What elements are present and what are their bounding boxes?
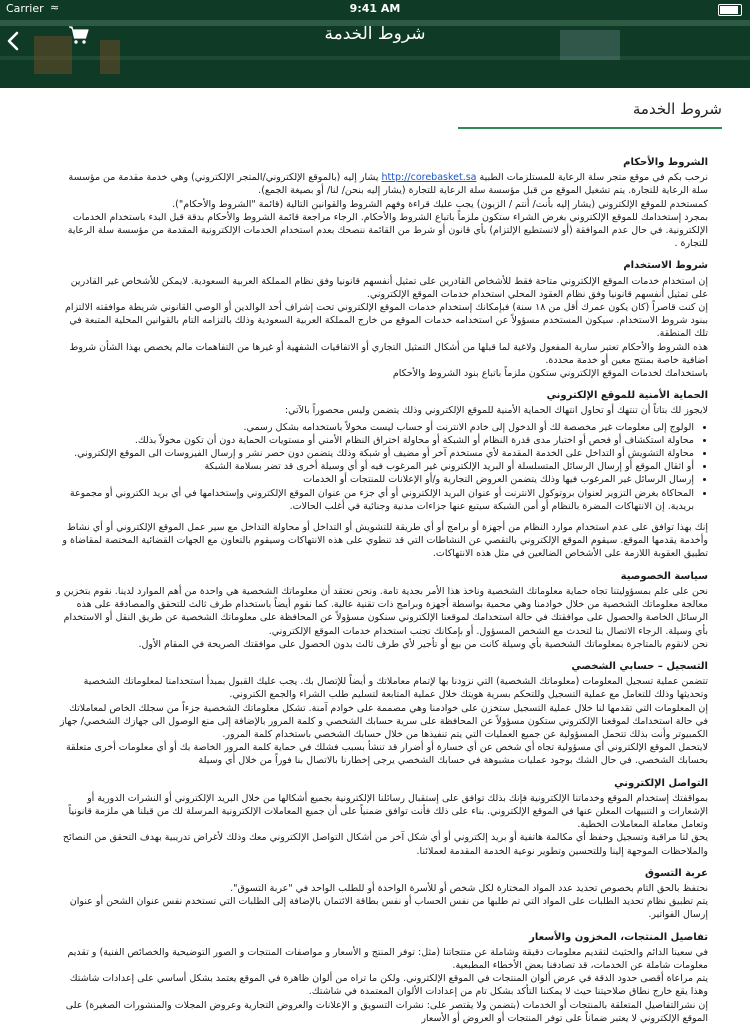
battery-icon	[718, 4, 742, 16]
section-title: التواصل الإلكتروني	[614, 777, 708, 789]
back-arrow-icon[interactable]	[4, 30, 22, 52]
section-title: التسجيل – حسابي الشخصي	[571, 660, 708, 672]
section-paragraph: يتم تطبيق نظام تحديد الطلبات على المواد التي تم طلبها من نفس الحساب أو نفس بطاقة الائتمان بالإضافة إلى الطلبات التي تستخدم نفس عنوان الشحن أو عنوان إرسال الفواتير.	[69, 896, 708, 921]
section-communication	[54, 777, 708, 858]
paragraph-text: نرحب بكم في موقع متجر سلة الرعاية للمستلزمات الطبية http://corebasket.sa يشار إليه (بالموقع الإلكتروني/المتجر الإلكتروني) وهي خدمة مقدمة من مؤسسة سلة الرعاية للتجارة. يتم تشغيل الموقع من قبل مؤسسة سلة الرعاية للتجارة (يشار إليه بنحن/ لنا/ أو بصيغة الجمع).	[68, 172, 708, 197]
list-item: • محاولة التشويش أو التداخل على الخدمة المقدمة لأي مستخدم آخر أو مضيف أو شبكة وذلك يتضمن دون حصر نشر و إرسال الفيروسات الى الموقع الإلكتروني.	[54, 447, 694, 460]
page-title: شروط الخدمة	[632, 100, 722, 118]
section-products	[54, 931, 708, 1025]
section-title: سياسة الخصوصية	[620, 570, 708, 582]
section-security	[54, 389, 708, 560]
title-underline	[458, 127, 722, 129]
section-paragraph: إن المعلومات التي تقدمها لنا خلال عملية التسجيل ستخزن على خوادمنا وهي مصممة على خوادم آمنة. تشكل معلوماتك الشخصية جزءاً من سجلك الخاص لمعاملاتك في حالة استخدامك لموقعنا الإلكتروني ستكون مسؤولاً عن المحافظة على سرية حسابك الشخصي و كلمة المرور بالإضافة إلى منع الوصول الى جهازك الشخصي/ جهاز الكمبيوتر وأنت بذلك تتحمل المسؤولية عن جميع العمليات التي يتم تنفيذها من خلال حسابك الشخصي باستخدام كلمة المرور.	[59, 702, 708, 740]
nav-title: شروط الخدمة	[324, 24, 426, 44]
section-title: شروط الاستخدام	[623, 260, 708, 272]
list-item: • المحاكاة بغرض التزوير لعنوان بروتوكول الانترنت أو عنوان البريد الإلكتروني أو أي جزء من عنوان الموقع الإلكتروني وإستخدامها في أي بريد الكتروني أو مجموعة بريدية. إن الانتهاكات المضرة بالنظام أو أمن الشبكة سيتبع عنها جزاءات مدنية وجنائية في أغلب الحالات.	[54, 487, 694, 513]
section-title: الشروط والأحكام	[623, 157, 708, 168]
security-list	[54, 421, 708, 513]
section-privacy	[54, 570, 708, 651]
section-cart	[54, 867, 708, 922]
list-item: • محاولة استكشاف أو فحص أو اختبار مدى قدرة النظام أو الشبكة أو محاولة اختراق النظام الأمني أو مستويات الحماية دون أن تكون مخولاً بذلك.	[54, 434, 694, 447]
section-paragraph: باستخدامك لخدمات الموقع الإلكتروني ستكون ملزماً باتباع بنود الشروط والأحكام	[392, 368, 708, 380]
website-link[interactable]: http://corebasket.sa	[381, 172, 477, 184]
section-paragraph: لايتحمل الموقع الإلكتروني أي مسؤولية تجاه أي شخص عن أي خسارة أو أضرار قد تنشأ بسبب فشلك في حماية كلمة المرور الخاصة بك أو أي معلومات أخرى متعلقة بحسابك الشخصي. في حال الشك بوجود عمليات مشبوهة في حسابك الشخصي يرجى إخطارنا بالاتصال بنا فوراً من خلال أي وسيلة	[65, 742, 708, 767]
product-box-decoration	[100, 40, 120, 74]
section-paragraph: نحن لانقوم بالمتاجرة بمعلوماتك الشخصية بأي وسيلة كانت من بيع أو تأجير لأي طرف ثالث بدون الحصول على موافقتك الصريحة في المقام الأول.	[138, 638, 708, 650]
section-title: تفاصيل المنتجات، المخزون والأسعار	[529, 931, 708, 943]
section-paragraph: إن نشرالتفاصيل المتعلقة بالمنتجات أو الخدمات (بتضمن ولا يقتصر على: نشرات التسويق و الإعلانات والعروض التجارية وعروض المجلات والمنشورات الصغيرة) على الموقع الإلكتروني لا يعتبر ضماناً على توفر المنتجات أو العروض أو الأسعار	[65, 999, 708, 1024]
terms-content[interactable]	[0, 88, 750, 1024]
wifi-icon: ≈	[50, 1, 60, 14]
section-paragraph: لايجوز لك بتاتاً أن تنتهك أو تحاول انتهاك الحماية الأمنية للموقع الإلكتروني وذلك يتضمن وليس محصوراً بالآتي:	[284, 405, 708, 417]
section-paragraph: كمستخدم للموقع الإلكتروني (يشار إليه بأنت/ أنتم / الزبون) يجب عليك قراءة وفهم الشروط والقوانين التالية (قائمة "الشروط والأحكام").	[172, 198, 708, 210]
section-paragraph: إن استخدام خدمات الموقع الإلكتروني متاحة فقط للأشخاص القادرين على تمثيل أنفسهم قانونيا وفق نظام المملكة العربية السعودية. لايمكن للأشخاص غير القادرين على تمثيل أنفسهم قانونيا وفق نظام العقود المحلي استخدام خدمات الموقع الإلكتروني.	[70, 275, 708, 300]
list-item: • أو اثقال الموقع أو إرسال الرسائل المتسلسلة أو البريد الإلكتروني غير المرغوب فيه أو أي وسيلة أخرى قد تضر بسلامة الشبكة	[54, 460, 694, 473]
section-paragraph: يحق لنا مراقبة وتسجيل وحفظ أي مكالمة هاتفية أو بريد إلكتروني أو أي شكل آخر من أشكال التواصل الإلكتروني معك وذلك لأغراض تدريبية بهدف التحقق من النصائح والملاحظات الموجهة إلينا وللتحسين وتطوير نوعية الخدمة المقدمة لعملائنا.	[62, 832, 708, 857]
section-terms	[54, 156, 708, 250]
section-paragraph: يتم مراعاة أقصى حدود الدقة في عرض ألوان المنتجات في الموقع الإلكتروني. ولكن ما تراه من ألوان ظاهرة في الموقع يعتمد بشكل أساسي على إعدادات شاشتك وهذا يقع خارج نطاق صلاحيتنا حيث لا يمكننا التأكد بشكل تام من إعدادات الألوان المعتمدة في شاشتك.	[69, 973, 708, 998]
carrier-label: Carrier	[6, 2, 44, 15]
section-registration	[54, 660, 708, 768]
status-bar	[0, 0, 750, 18]
section-paragraph	[54, 171, 708, 197]
terms-body	[54, 156, 708, 1034]
list-item: • إرسال الرسائل غير المرغوب فيها وذلك يتضمن العروض التجارية و/أو الإعلانات للمنتجات أو الخدمات	[54, 473, 694, 486]
section-paragraph: هذه الشروط والأحكام تعتبر سارية المفعول ولاغية لما قبلها من أشكال التمثيل التجاري أو الاتفاقيات الشفهية أو غيرها من التفاهمات مالم يخصص بهذا الشأن شروط اضافية خاصة بمنتج معين أو خدمة محددة.	[69, 341, 708, 366]
status-time: 9:41 AM	[349, 2, 401, 15]
section-paragraph: في سعينا الدائم والحثيث لتقديم معلومات دقيقة وشاملة عن منتجاتنا (مثل: توفر المنتج و الأسعار و مواصفات المنتجات و الصور التوضيحية والخصائص الفنية) و تقديم معلومات شاملة عن الخدمات، قد تصادفنا بعض الأخطاء المطبعية.	[67, 946, 708, 971]
section-paragraph: بمجرد إستخدامك للموقع الإلكتروني بغرض الشراء ستكون ملزماً باتباع الشروط والأحكام. الرجاء مراجعة قائمة الشروط والأحكام بدقة قبل البدء باستخدام الخدمات الإلكترونية. في حال عدم الموافقة (أو لاتستطيع الإلتزام) بأي قانون أو شرط من القائمة ننصحك بعدم استخدام الخدمات الإلكترونية المقدمة من مؤسسة سلة الرعاية للتجارة .	[67, 211, 708, 250]
section-paragraph: إنك بهذا توافق على عدم استخدام موارد النظام من أجهزة أو برامج أو أي طريقة للتشويش أو التداخل أو محاولة التداخل مع سير عمل الموقع الإلكتروني أو أي نشاط وأخدمة يقدمها الموقع. سيقوم الموقع الإلكتروني بالتقصي عن النشاطات التي قد تنطوي على هذه الانتهاكات وسيقوم بالتعاون مع الجهات القضائية المختصة لمقاضاة و تطبيق العقوبة اللازمة على الأشخاص الضالعين في مثل هذه الانتهاكات.	[62, 522, 708, 560]
section-paragraph: إن كنت قاصراً (كان يكون عمرك أقل من ١٨ سنة) فبإمكانك إستخدام خدمات الموقع الإلكتروني تحت إشراف أحد الوالدين أو الوصي القانوني شريطة موافقته الالتزام ببنود شروط الاستخدام. سيكون المستخدم مسؤولاً عن استخدامه خدمات الموقع من خارج المملكة العربية السعودية وذلك بالتزامه التام بالقوانين المحلية المتبعة في تلك المنطقة.	[65, 302, 708, 340]
section-usage	[54, 259, 708, 380]
section-title: الحماية الأمنية للموقع الإلكتروني	[546, 390, 708, 402]
cart-icon[interactable]	[68, 24, 90, 46]
section-paragraph: نحتفظ بالحق التام بخصوص تحديد عدد المواد المختارة لكل شخص أو للأسرة الواحدة أو للطلب الواحد في "عربة التسوق".	[230, 882, 708, 894]
section-paragraph: بمواقفتك إستخدام الموقع وخدماتنا الإلكترونية فإنك بذلك توافق على إستقبال رسائلنا الإلكترونية بجميع أشكالها من خلال البريد الإلكتروني أو النشرات الدورية أو الإشعارات و التنبيهات المعلن عنها في الموقع الإلكتروني. بناء على ذلك فأنت توافق ضمنياً على أن جميع المعاملات الإلكترونية المرسلة لك من قبلنا هي ملزمة قانونياً وتعامل معاملة المعاملات الخطية.	[68, 792, 708, 831]
list-item: • الولوج إلى معلومات غير مخصصة لك أو الدخول إلى خادم الانترنت أو حساب ليست مخولاً باستخدامه بشكل رسمي.	[54, 421, 694, 434]
section-paragraph: نحن على علم بمسؤوليتنا تجاه حماية معلوماتك الشخصية وناخذ هذا الأمر بجدية تامة. ونحن نعتقد أن معلوماتك الشخصية هي واحدة من أهم الموارد لدينا. نقوم بتخزين و معالجة معلوماتك الشخصية من خلال خوادمنا وهي محمية بواسطة أجهزة وبرامج ذات تقنية عالية. كما نقوم أيضاً باستخدام طرف ثالث للتحقق والمصادقة على هذه الرسائل الخاصة والحصول على موافقتك في حالة استخدامك لموقعنا الإلكتروني سنكون مسؤولاً عن المحافظة على معلوماتك الشخصية عن طريق النقل أو الاستخدام بأي وسيلة. الرجاء الاتصال بنا لتحدث مع الشخص المسؤول. أو بإمكانك تجنب استخدام خدمات الموقع الإلكتروني.	[56, 585, 708, 637]
section-title: عربة التسوق	[644, 867, 708, 879]
section-paragraph: تتضمن عملية تسجيل المعلومات (معلوماتك الشخصية) التي نزودنا بها لإتمام معاملاتك و أيضاً للإتصال بك. يجب عليك القبول بمبدأ استخدامنا لمعلوماتك الشخصية وتحديثها وذلك للتعامل مع عملية التسجيل وللتحكم بسرية هويتك خلال عملية المتابعة لتسليم طلب الشراء والجمع الكتروني.	[83, 676, 708, 701]
